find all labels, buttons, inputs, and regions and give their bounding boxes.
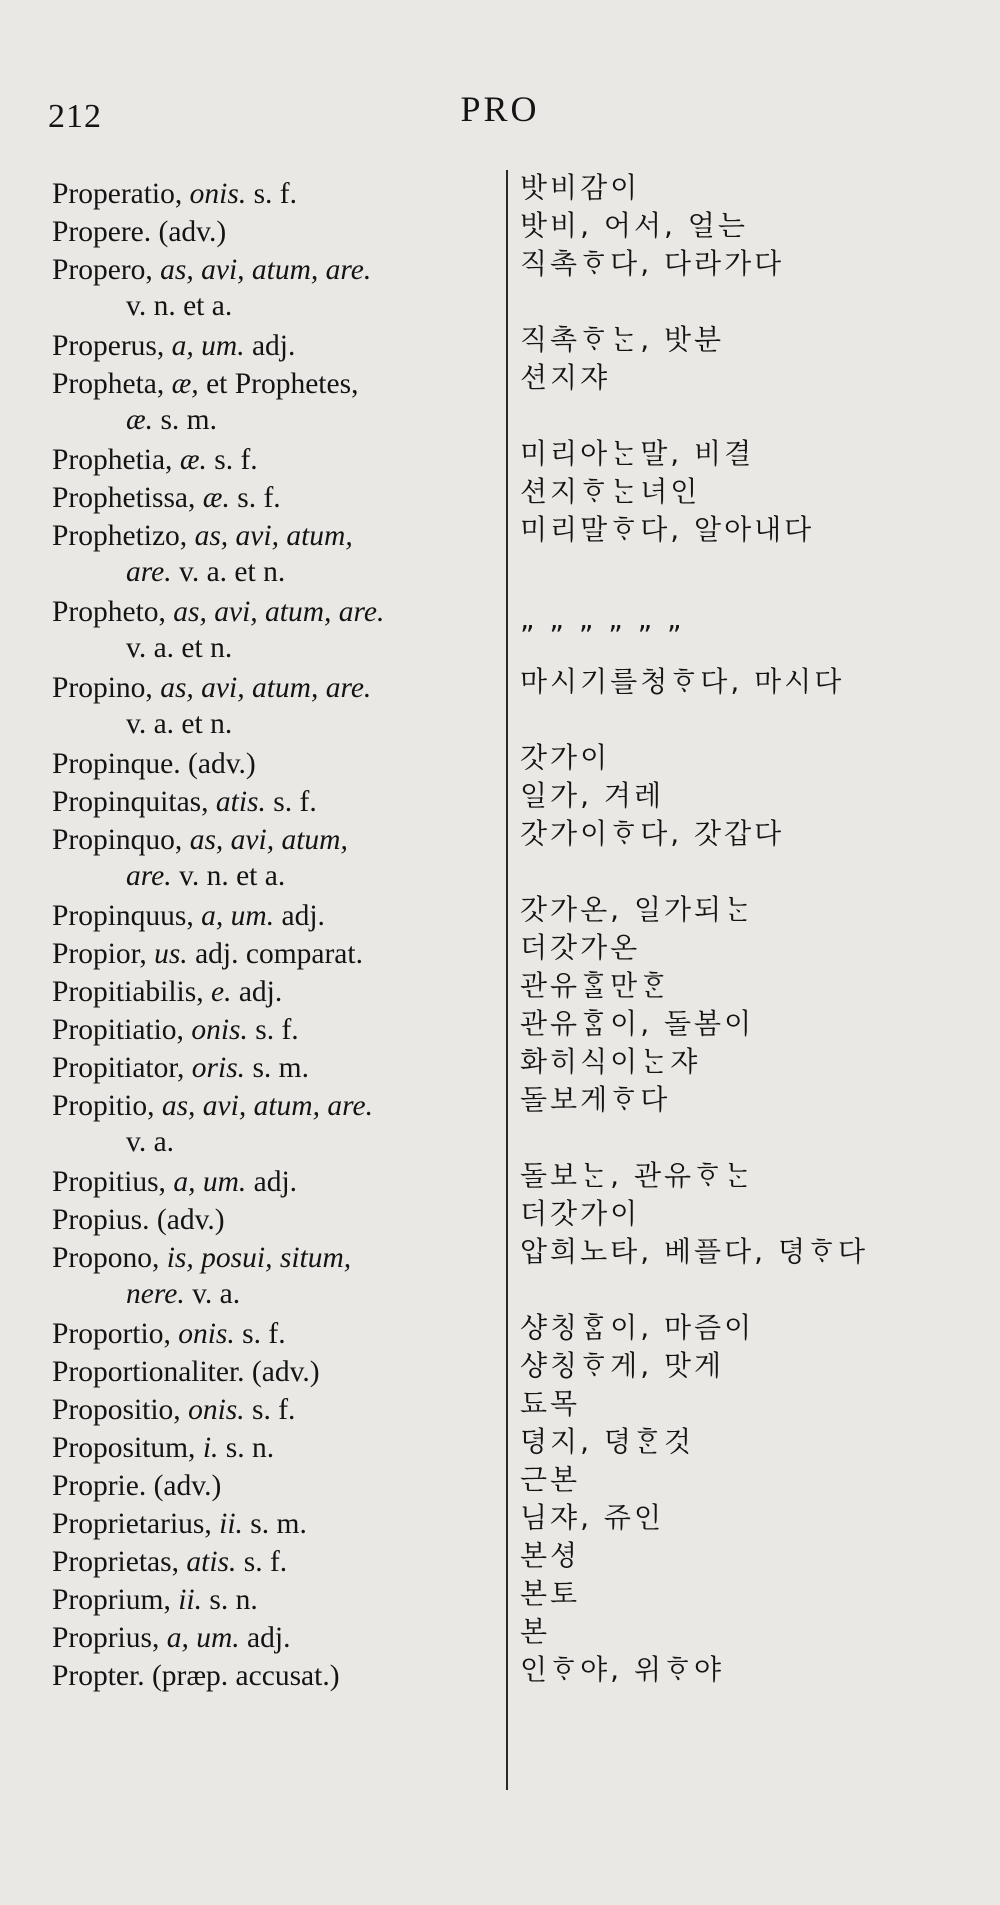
latin-headword-line [52, 1506, 502, 1542]
grammar-text: s. f. [247, 1014, 299, 1046]
korean-translation: 더갓가온 [520, 931, 641, 964]
grammar-text: adj. [246, 1166, 298, 1198]
inflection-text: as, avi, atum, [189, 824, 348, 856]
headword: Proprietarius, [52, 1508, 220, 1540]
grammar-text: (adv.) [153, 1470, 222, 1502]
latin-headword-line [52, 746, 502, 782]
grammar-text: s. f. [246, 178, 298, 210]
latin-headword-line [52, 328, 502, 364]
grammar-text: v. n. et a. [126, 290, 233, 322]
korean-translation: 밧비감이 [520, 171, 641, 204]
korean-translation: 션지쟈 [520, 361, 611, 394]
headword: Proprie. [52, 1470, 154, 1502]
grammar-text: v. n. et a. [171, 860, 286, 892]
latin-headword-line [52, 670, 502, 742]
headword: Propitiabilis, [52, 976, 211, 1008]
latin-headword-line [52, 1468, 502, 1504]
latin-headword-line [52, 898, 502, 934]
latin-headword-line [52, 1582, 502, 1618]
inflection-text: as, avi, atum, are. [160, 672, 372, 704]
latin-headword-line [52, 1620, 502, 1656]
inflection-text: is, posui, situm, [166, 1242, 352, 1274]
grammar-text: adj. comparat. [187, 938, 363, 970]
headword: Propero, [52, 254, 161, 286]
inflection-text: onis. [189, 178, 247, 210]
korean-translation: 본셩 [520, 1539, 581, 1572]
latin-headword-line [52, 936, 502, 972]
latin-headword-line [52, 974, 502, 1010]
korean-translation: 돌보게ᄒᆞ다 [520, 1083, 671, 1116]
continuation-line [52, 402, 502, 438]
grammar-text: s. n. [218, 1432, 275, 1464]
latin-headword-line [52, 784, 502, 820]
grammar-text: (præp. accusat.) [151, 1660, 340, 1692]
continuation-line [52, 706, 502, 742]
headword: Propinquus, [52, 900, 202, 932]
page-number: 212 [48, 98, 102, 135]
korean-translation: 마시기를청ᄒᆞ다, 마시다 [520, 665, 845, 698]
grammar-text: s. f. [236, 1546, 288, 1578]
korean-translation: 본 [520, 1615, 551, 1648]
inflection-text: æ. [179, 444, 207, 476]
grammar-text: et Prophetes, [198, 368, 359, 400]
grammar-text: (adv.) [156, 1204, 225, 1236]
inflection-text: ii. [219, 1508, 243, 1540]
inflection-text: ii. [178, 1584, 202, 1616]
headword: Propere. [52, 216, 159, 248]
continuation-line [52, 288, 502, 324]
latin-headword-line [52, 1202, 502, 1238]
inflection-text: atis. [186, 1546, 237, 1578]
headword: Propheto, [52, 596, 174, 628]
headword: Propinquitas, [52, 786, 216, 818]
grammar-text: s. m. [153, 404, 217, 436]
grammar-text: s. n. [201, 1584, 258, 1616]
inflection-text: a, um. [201, 900, 275, 932]
korean-translation: 직촉ᄒᆞ다, 다라가다 [520, 247, 785, 280]
column-divider [506, 170, 508, 1790]
latin-headword-line [52, 252, 502, 324]
grammar-text: s. f. [265, 786, 317, 818]
latin-headword-line [52, 1544, 502, 1580]
inflection-text: as, avi, atum, are. [173, 596, 385, 628]
korean-translation: 관유ᄒᆞᆷ이, 돌봄이 [520, 1007, 755, 1040]
inflection-text: a, um. [166, 1622, 240, 1654]
headword: Proportio, [52, 1318, 179, 1350]
korean-translation: 돌보ᄂᆞᆫ, 관유ᄒᆞᄂᆞᆫ [520, 1159, 755, 1192]
headword: Proprietas, [52, 1546, 187, 1578]
continuation-line [52, 554, 502, 590]
grammar-text: (adv.) [188, 748, 256, 780]
inflection-text: æ, [171, 368, 199, 400]
inflection-text: æ. [126, 404, 154, 436]
korean-translation: 갓가이 [520, 741, 611, 774]
latin-headword-line [52, 1354, 502, 1390]
grammar-text: s. f. [244, 1394, 296, 1426]
latin-headword-line [52, 594, 502, 666]
inflection-text: onis. [178, 1318, 235, 1350]
continuation-line [52, 1124, 502, 1160]
korean-translation: 샹칭ᄒᆞ게, 맛게 [520, 1349, 725, 1382]
korean-translation: 압희노타, 베플다, 뎡ᄒᆞ다 [520, 1235, 869, 1268]
headword: Propter. [52, 1660, 152, 1692]
grammar-text: adj. [244, 330, 296, 362]
inflection-text: oris. [191, 1052, 246, 1084]
inflection-text: as, avi, atum, are. [161, 1090, 373, 1122]
korean-translation: 님쟈, 쥬인 [520, 1501, 664, 1534]
inflection-text: are. [126, 860, 172, 892]
headword: Prophetia, [52, 444, 180, 476]
latin-headword-line [52, 822, 502, 894]
headword: Propitiatio, [52, 1014, 192, 1046]
grammar-text: (adv.) [251, 1356, 320, 1388]
latin-headword-line [52, 1316, 502, 1352]
headword: Propior, [52, 938, 155, 970]
korean-translation: 션지ᄒᆞᄂᆞᆫ녀인 [520, 475, 701, 508]
latin-headword-line [52, 1430, 502, 1466]
grammar-text: s. f. [229, 482, 281, 514]
korean-translation: 됴목 [520, 1387, 581, 1420]
headword: Properus, [52, 330, 172, 362]
headword: Proprium, [52, 1584, 179, 1616]
korean-translation: 미리아ᄂᆞᆫ말, 비결 [520, 437, 755, 470]
inflection-text: us. [154, 938, 188, 970]
grammar-text: adj. [239, 1622, 291, 1654]
grammar-text: s. m. [242, 1508, 307, 1540]
headword: Propitio, [52, 1090, 162, 1122]
korean-translation: 일가, 겨레 [520, 779, 664, 812]
headword: Propius. [52, 1204, 157, 1236]
korean-translation: 샹칭ᄒᆞᆷ이, 마즘이 [520, 1311, 755, 1344]
latin-headword-line [52, 480, 502, 516]
continuation-line [52, 630, 502, 666]
korean-translation: 인ᄒᆞ야, 위ᄒᆞ야 [520, 1653, 725, 1686]
grammar-text: s. m. [245, 1052, 309, 1084]
korean-translation: 더갓가이 [520, 1197, 641, 1230]
grammar-text: s. f. [234, 1318, 286, 1350]
inflection-text: as, avi, atum, are. [160, 254, 372, 286]
korean-translation: 밧비, 어서, 얼는 [520, 209, 748, 242]
inflection-text: æ. [202, 482, 230, 514]
headword: Propino, [52, 672, 161, 704]
korean-translation: 근본 [520, 1463, 581, 1496]
headword: Proprius, [52, 1622, 167, 1654]
headword: Propositum, [52, 1432, 203, 1464]
grammar-text: s. f. [206, 444, 258, 476]
korean-translation: 갓가이ᄒᆞ다, 갓갑다 [520, 817, 785, 850]
latin-headword-line [52, 176, 502, 212]
grammar-text: v. a. et n. [126, 708, 233, 740]
headword: Propinque. [52, 748, 189, 780]
grammar-text: adj. [231, 976, 283, 1008]
continuation-line [52, 858, 502, 894]
headword: Propitiator, [52, 1052, 192, 1084]
inflection-text: i. [202, 1432, 219, 1464]
headword: Propheta, [52, 368, 172, 400]
grammar-text: v. a. et n. [126, 632, 233, 664]
latin-headword-line [52, 366, 502, 438]
latin-headword-line [52, 1164, 502, 1200]
headword: Properatio, [52, 178, 190, 210]
latin-headword-line [52, 1392, 502, 1428]
korean-translation: 본토 [520, 1577, 581, 1610]
latin-headword-line [52, 1012, 502, 1048]
headword: Propitius, [52, 1166, 174, 1198]
continuation-line [52, 1276, 502, 1312]
grammar-text: v. a. et n. [171, 556, 286, 588]
latin-headword-line [52, 442, 502, 478]
inflection-text: are. [126, 556, 172, 588]
inflection-text: nere. [126, 1278, 185, 1310]
running-head: PRO [460, 89, 540, 129]
headword: Propono, [52, 1242, 167, 1274]
korean-translation: 관유ᄒᆞᆯ만ᄒᆞᆫ [520, 969, 671, 1002]
headword: Propositio, [52, 1394, 189, 1426]
korean-translation: 직촉ᄒᆞᄂᆞᆫ, 밧분 [520, 323, 725, 356]
latin-headword-line [52, 1050, 502, 1086]
latin-headword-line [52, 214, 502, 250]
grammar-text: (adv.) [158, 216, 227, 248]
korean-translation: 뎡지, 뎡ᄒᆞᆫ것 [520, 1425, 695, 1458]
inflection-text: onis. [191, 1014, 248, 1046]
headword: Prophetizo, [52, 520, 195, 552]
latin-headword-line [52, 1658, 502, 1694]
grammar-text: v. a. [184, 1278, 241, 1310]
inflection-text: a, um. [171, 330, 245, 362]
headword: Prophetissa, [52, 482, 203, 514]
inflection-text: as, avi, atum, [194, 520, 353, 552]
latin-headword-line [52, 1088, 502, 1160]
korean-translation: 갓가온, 일가되ᄂᆞᆫ [520, 893, 755, 926]
latin-headword-line [52, 1240, 502, 1312]
korean-translation: 미리말ᄒᆞ다, 알아내다 [520, 513, 815, 546]
inflection-text: atis. [215, 786, 266, 818]
latin-headword-line [52, 518, 502, 590]
inflection-text: a, um. [173, 1166, 247, 1198]
inflection-text: onis. [188, 1394, 245, 1426]
headword: Proportionaliter. [52, 1356, 252, 1388]
grammar-text: adj. [274, 900, 325, 932]
korean-translation: ” ” ” ” ” ” [520, 619, 685, 652]
inflection-text: e. [210, 976, 232, 1008]
grammar-text: v. a. [126, 1126, 175, 1158]
headword: Propinquo, [52, 824, 190, 856]
korean-translation: 화히식이ᄂᆞᆫ쟈 [520, 1045, 701, 1078]
